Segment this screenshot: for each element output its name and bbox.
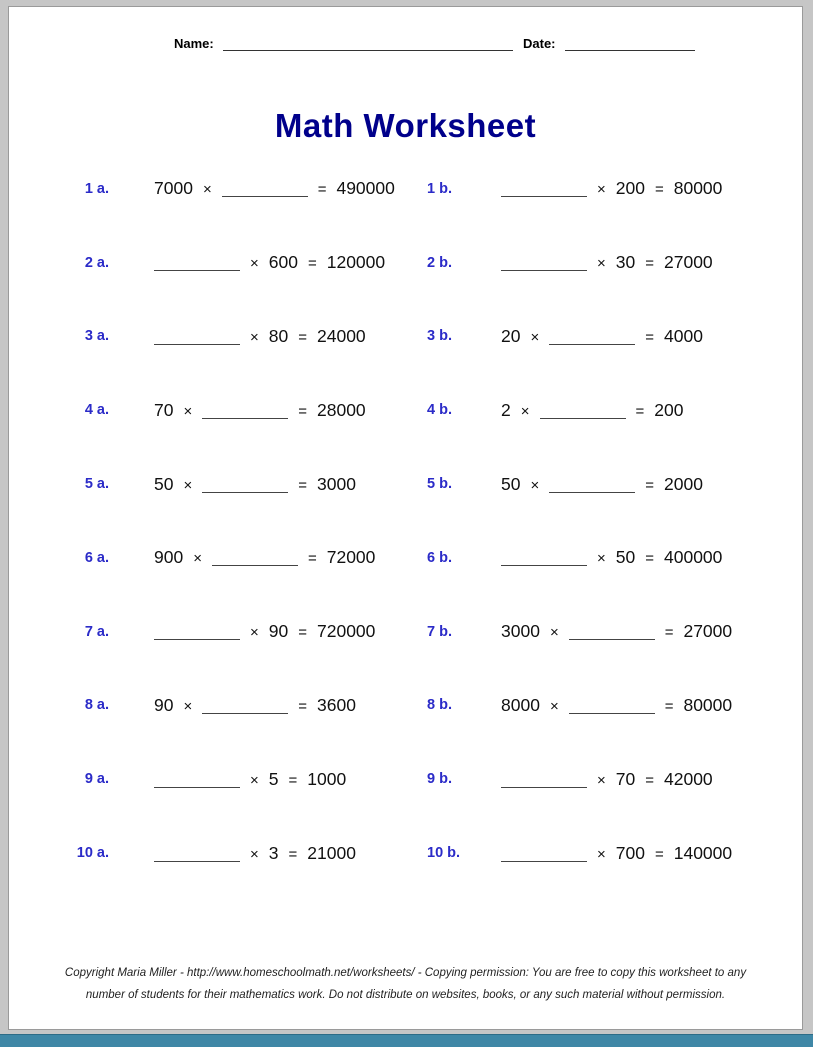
multiply-sign: × bbox=[250, 255, 259, 273]
multiply-sign: × bbox=[597, 845, 606, 863]
operand: 2000 bbox=[664, 473, 703, 494]
problem-expression bbox=[109, 326, 409, 347]
equals-sign: = bbox=[645, 550, 654, 568]
multiply-sign: × bbox=[597, 181, 606, 199]
problem-expression bbox=[499, 252, 802, 273]
problem-number: 5 a. bbox=[84, 476, 109, 493]
problem-number: 10 b. bbox=[427, 845, 461, 862]
problem-expression bbox=[499, 621, 802, 642]
problem-expression bbox=[499, 178, 802, 199]
equals-sign: = bbox=[307, 255, 317, 273]
answer-blank-line bbox=[569, 625, 655, 640]
problems-grid bbox=[9, 152, 802, 890]
operand: 80000 bbox=[683, 694, 733, 715]
multiply-sign: × bbox=[520, 402, 530, 420]
answer-blank-line bbox=[501, 847, 587, 862]
operand: 3600 bbox=[317, 694, 356, 715]
answer-blank-line bbox=[154, 330, 240, 345]
multiply-sign: × bbox=[530, 328, 540, 346]
name-date-row bbox=[174, 35, 701, 51]
problem-expression bbox=[109, 769, 409, 790]
problem-expression bbox=[499, 769, 802, 790]
date-label: Date: bbox=[523, 36, 556, 51]
operand: 900 bbox=[154, 547, 184, 568]
operand: 27000 bbox=[664, 252, 713, 273]
answer-blank-line bbox=[501, 773, 587, 788]
problem-number: 5 b. bbox=[427, 476, 452, 493]
operand: 30 bbox=[615, 252, 636, 273]
problem-expression bbox=[499, 547, 802, 568]
problem-number: 2 a. bbox=[84, 254, 109, 271]
operand: 4000 bbox=[664, 325, 703, 346]
footer-line-2: number of students for their mathematics work. Do not distribute on websites, books, or any such material without permission. bbox=[85, 989, 726, 1002]
problem-number: 9 a. bbox=[84, 771, 109, 788]
equals-sign: = bbox=[654, 845, 664, 863]
operand: 80 bbox=[268, 325, 289, 346]
operand: 90 bbox=[154, 694, 174, 715]
answer-blank-line bbox=[212, 551, 298, 566]
multiply-sign: × bbox=[530, 476, 540, 494]
problem-number: 3 a. bbox=[84, 328, 109, 345]
equals-sign: = bbox=[307, 550, 317, 568]
operand: 200 bbox=[615, 178, 645, 199]
operand: 27000 bbox=[683, 621, 733, 642]
answer-blank-line bbox=[501, 256, 587, 271]
operand: 70 bbox=[615, 768, 636, 789]
operand: 7000 bbox=[154, 178, 193, 199]
equals-sign: = bbox=[298, 402, 307, 420]
multiply-sign: × bbox=[250, 624, 259, 642]
multiply-sign: × bbox=[193, 550, 202, 568]
equals-sign: = bbox=[635, 402, 645, 420]
problem-number: 8 b. bbox=[427, 697, 452, 714]
worksheet-page bbox=[8, 6, 803, 1030]
problem-number: 4 a. bbox=[84, 402, 109, 419]
operand: 50 bbox=[501, 473, 521, 494]
operand: 80000 bbox=[673, 178, 723, 199]
problem-number: 7 b. bbox=[427, 623, 452, 640]
equals-sign: = bbox=[288, 845, 298, 863]
multiply-sign: × bbox=[549, 624, 559, 642]
problem-number: 1 b. bbox=[427, 180, 452, 197]
problem-expression bbox=[499, 326, 802, 347]
name-label: Name: bbox=[174, 36, 214, 51]
operand: 490000 bbox=[336, 178, 395, 199]
multiply-sign: × bbox=[597, 771, 606, 789]
operand: 400000 bbox=[664, 547, 723, 568]
operand: 90 bbox=[268, 621, 289, 642]
multiply-sign: × bbox=[549, 697, 559, 715]
problem-expression bbox=[109, 547, 409, 568]
answer-blank-line bbox=[540, 404, 626, 419]
bottom-scrollbar-strip bbox=[0, 1034, 813, 1047]
problem-number: 9 b. bbox=[427, 771, 452, 788]
equals-sign: = bbox=[298, 624, 307, 642]
answer-blank-line bbox=[202, 478, 288, 493]
problem-number: 7 a. bbox=[84, 623, 109, 640]
copyright-footer bbox=[9, 963, 802, 1007]
problem-number: 6 b. bbox=[427, 549, 452, 566]
multiply-sign: × bbox=[250, 771, 259, 789]
equals-sign: = bbox=[298, 328, 307, 346]
problem-expression bbox=[109, 400, 409, 421]
answer-blank-line bbox=[202, 699, 288, 714]
operand: 50 bbox=[615, 547, 636, 568]
multiply-sign: × bbox=[250, 845, 259, 863]
problem-expression bbox=[109, 695, 409, 716]
multiply-sign: × bbox=[183, 697, 193, 715]
answer-blank-line bbox=[569, 699, 655, 714]
equals-sign: = bbox=[317, 181, 327, 199]
answer-blank-line bbox=[154, 847, 240, 862]
operand: 3000 bbox=[501, 621, 540, 642]
operand: 3000 bbox=[317, 473, 356, 494]
operand: 8000 bbox=[501, 694, 540, 715]
problem-number: 3 b. bbox=[427, 328, 452, 345]
operand: 20 bbox=[501, 325, 521, 346]
multiply-sign: × bbox=[597, 255, 606, 273]
problem-expression bbox=[109, 843, 409, 864]
problem-expression bbox=[499, 474, 802, 495]
answer-blank-line bbox=[154, 773, 240, 788]
equals-sign: = bbox=[645, 328, 654, 346]
equals-sign: = bbox=[664, 624, 674, 642]
operand: 120000 bbox=[326, 252, 386, 273]
equals-sign: = bbox=[298, 476, 307, 494]
operand: 2 bbox=[501, 399, 511, 420]
multiply-sign: × bbox=[597, 550, 606, 568]
operand: 70 bbox=[154, 399, 174, 420]
operand: 21000 bbox=[307, 842, 356, 863]
multiply-sign: × bbox=[183, 476, 193, 494]
worksheet-title: Math Worksheet bbox=[274, 107, 537, 144]
problem-number: 8 a. bbox=[84, 697, 109, 714]
problem-number: 4 b. bbox=[427, 402, 452, 419]
operand: 140000 bbox=[673, 842, 733, 863]
equals-sign: = bbox=[645, 476, 654, 494]
problem-expression bbox=[109, 252, 409, 273]
answer-blank-line bbox=[549, 330, 635, 345]
equals-sign: = bbox=[288, 771, 298, 789]
equals-sign: = bbox=[298, 697, 307, 715]
problem-number: 6 a. bbox=[84, 549, 109, 566]
problem-expression bbox=[109, 621, 409, 642]
operand: 700 bbox=[615, 842, 645, 863]
name-blank-line bbox=[223, 38, 513, 51]
answer-blank-line bbox=[501, 551, 587, 566]
problem-number: 10 a. bbox=[76, 845, 109, 862]
problem-number: 1 a. bbox=[84, 180, 109, 197]
answer-blank-line bbox=[154, 625, 240, 640]
problem-number: 2 b. bbox=[427, 254, 452, 271]
equals-sign: = bbox=[654, 181, 664, 199]
problem-expression bbox=[109, 474, 409, 495]
footer-line-1: Copyright Maria Miller - http://www.homeschoolmath.net/worksheets/ - Copying permission: You are free to copy this worksheet to any bbox=[64, 967, 747, 980]
operand: 3 bbox=[268, 842, 279, 863]
problem-expression bbox=[499, 843, 802, 864]
date-blank-line bbox=[565, 38, 695, 51]
operand: 72000 bbox=[326, 547, 376, 568]
problem-expression bbox=[499, 400, 802, 421]
equals-sign: = bbox=[645, 771, 654, 789]
answer-blank-line bbox=[549, 478, 635, 493]
multiply-sign: × bbox=[202, 181, 212, 199]
equals-sign: = bbox=[645, 255, 654, 273]
multiply-sign: × bbox=[183, 402, 193, 420]
equals-sign: = bbox=[664, 697, 674, 715]
problem-expression bbox=[499, 695, 802, 716]
operand: 5 bbox=[268, 768, 279, 789]
problem-expression bbox=[109, 178, 409, 199]
operand: 600 bbox=[268, 252, 298, 273]
operand: 1000 bbox=[307, 768, 347, 789]
operand: 24000 bbox=[317, 325, 366, 346]
answer-blank-line bbox=[222, 182, 308, 197]
operand: 720000 bbox=[317, 621, 376, 642]
multiply-sign: × bbox=[250, 328, 259, 346]
answer-blank-line bbox=[501, 182, 587, 197]
answer-blank-line bbox=[202, 404, 288, 419]
operand: 28000 bbox=[317, 399, 366, 420]
operand: 200 bbox=[654, 399, 684, 420]
answer-blank-line bbox=[154, 256, 240, 271]
operand: 42000 bbox=[664, 768, 713, 789]
operand: 50 bbox=[154, 473, 174, 494]
